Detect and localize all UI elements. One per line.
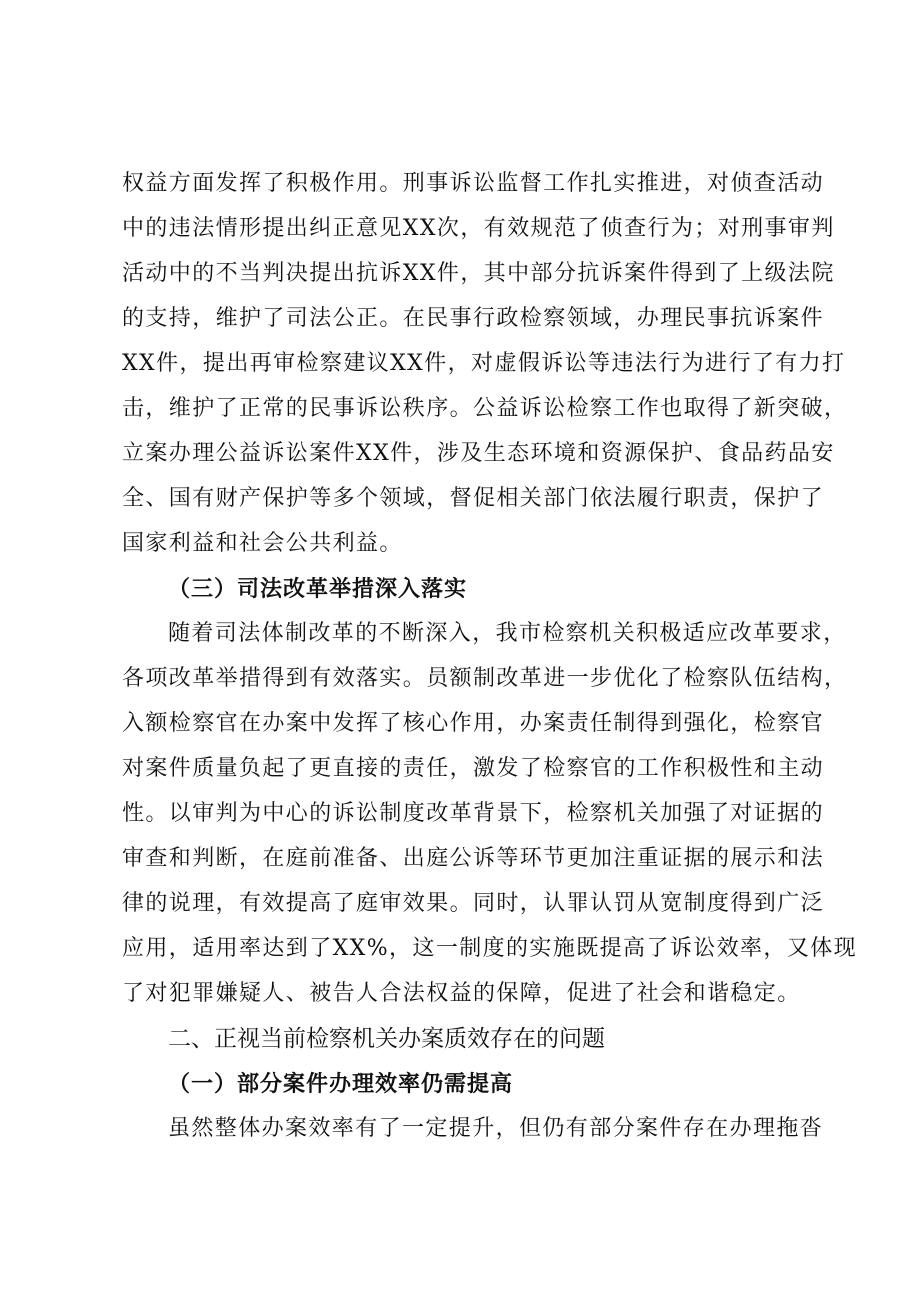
paragraph-2-line-2: 各项改革举措得到有效落实。员额制改革进一步优化了检察队伍结构， <box>122 666 848 691</box>
paragraph-1-line-4: 的支持，维护了司法公正。在民事行政检察领域，办理民事抗诉案件 <box>122 306 825 331</box>
paragraph-1-line-8: 全、国有财产保护等多个领域，督促相关部门依法履行职责，保护了 <box>122 486 825 511</box>
paragraph-2-line-9: 了对犯罪嫌疑人、被告人合法权益的保障，促进了社会和谐稳定。 <box>122 981 801 1006</box>
paragraph-2-line-8: 应用，适用率达到了XX%，这一制度的实施既提高了诉讼效率，又体现 <box>122 936 858 961</box>
paragraph-2-line-3: 入额检察官在办案中发挥了核心作用，办案责任制得到强化，检察官 <box>122 711 825 736</box>
section-heading-3: （三）司法改革举措深入落实 <box>168 576 468 602</box>
paragraph-1-line-2: 中的违法情形提出纠正意见XX次，有效规范了侦查行为；对刑事审判 <box>122 216 835 241</box>
paragraph-2-line-7: 律的说理，有效提高了庭审效果。同时，认罪认罚从宽制度得到广泛 <box>122 891 825 916</box>
paragraph-1-line-7: 立案办理公益诉讼案件XX件，涉及生态环境和资源保护、食品药品安 <box>122 441 835 466</box>
paragraph-1-line-6: 击，维护了正常的民事诉讼秩序。公益诉讼检察工作也取得了新突破， <box>122 396 848 421</box>
section-heading-1: （一）部分案件办理效率仍需提高 <box>168 1071 514 1097</box>
paragraph-3-line-1: 虽然整体办案效率有了一定提升，但仍有部分案件存在办理拖沓 <box>168 1116 824 1141</box>
chapter-heading-2: 二、正视当前检察机关办案质效存在的问题 <box>168 1026 605 1052</box>
paragraph-2-line-6: 审查和判断，在庭前准备、出庭公诉等环节更加注重证据的展示和法 <box>122 846 825 871</box>
paragraph-1-line-9: 国家利益和社会公共利益。 <box>122 531 403 556</box>
paragraph-1-line-3: 活动中的不当判决提出抗诉XX件，其中部分抗诉案件得到了上级法院 <box>122 261 835 286</box>
paragraph-2-line-1: 随着司法体制改革的不断深入，我市检察机关积极适应改革要求， <box>168 621 847 646</box>
paragraph-2-line-4: 对案件质量负起了更直接的责任，激发了检察官的工作积极性和主动 <box>122 756 825 781</box>
paragraph-1-line-5: XX件，提出再审检察建议XX件，对虚假诉讼等违法行为进行了有力打 <box>122 351 846 376</box>
paragraph-1-line-1: 权益方面发挥了积极作用。刑事诉讼监督工作扎实推进，对侦查活动 <box>122 171 825 196</box>
paragraph-2-line-5: 性。以审判为中心的诉讼制度改革背景下，检察机关加强了对证据的 <box>122 801 825 826</box>
